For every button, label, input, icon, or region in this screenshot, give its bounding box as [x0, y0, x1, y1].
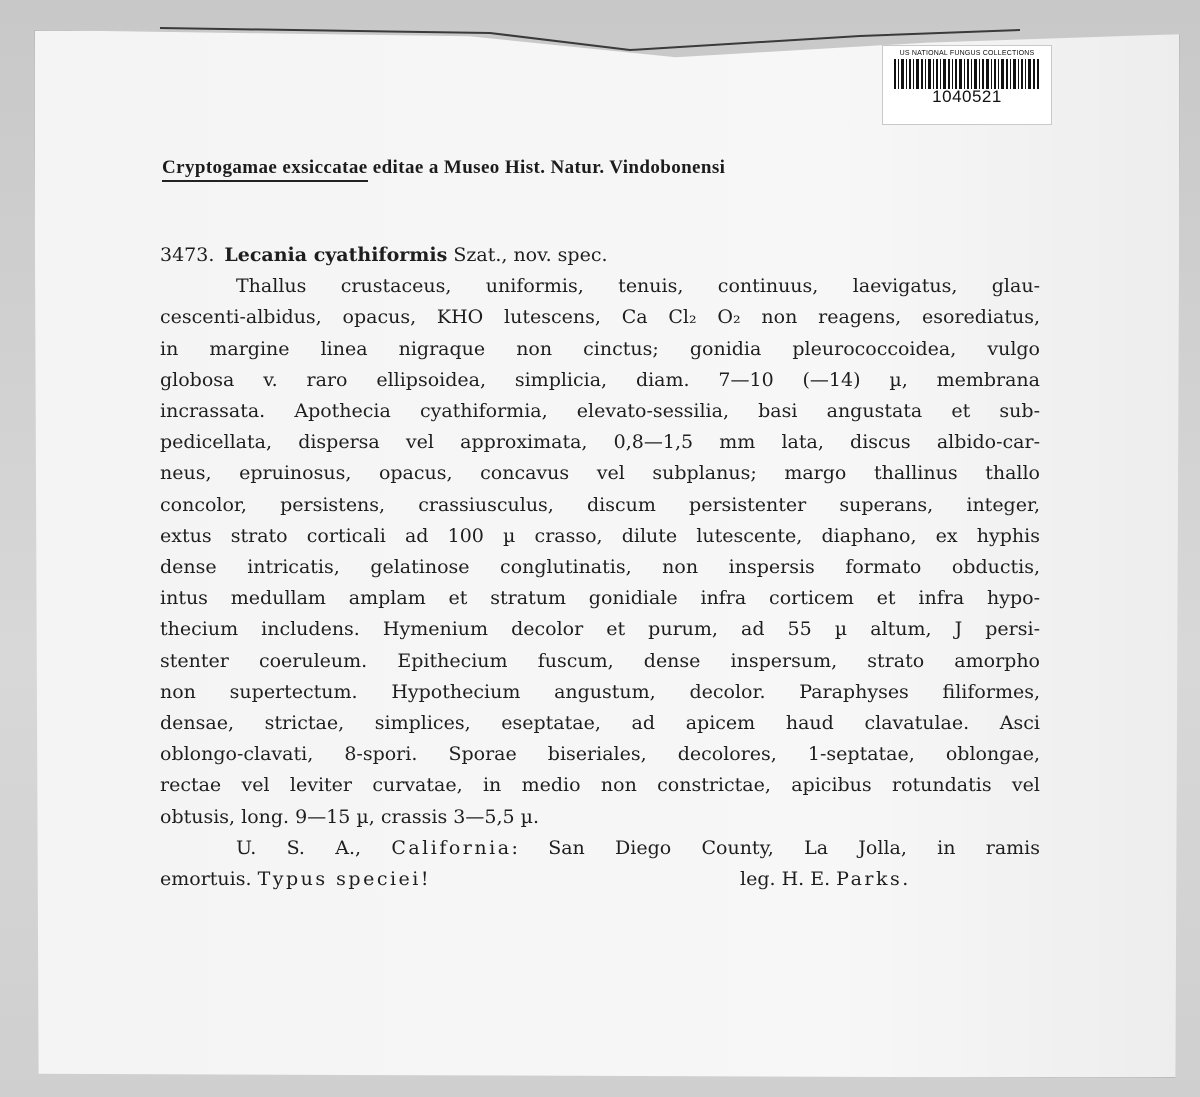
description-line: globosa v. raro ellipsoidea, simplicia, diam. 7—10 (—14) µ, membrana [160, 368, 1040, 391]
barcode-caption: US NATIONAL FUNGUS COLLECTIONS [899, 50, 1035, 57]
description-line: Thallus crustaceus, uniformis, tenuis, continuus, laevigatus, glau- [236, 275, 1040, 298]
description-line: extus strato corticali ad 100 µ crasso, dilute lutescente, diaphano, ex hyphis [160, 524, 1040, 547]
description-line: rectae vel leviter curvatae, in medio non constrictae, apicibus rotundatis vel [160, 774, 1040, 797]
description-line: intus medullam amplam et stratum gonidiale infra corticem et infra hypo- [160, 587, 1040, 610]
taxon-author: Szat., nov. spec. [447, 244, 608, 266]
description-line: dense intricatis, gelatinose conglutinatis, non inspersis formato obductis, [160, 556, 1040, 579]
description-line: obtusis, long. 9—15 µ, crassis 3—5,5 µ. [160, 805, 540, 828]
description-line: oblongo-clavati, 8-spori. Sporae biseriales, decolores, 1-septatae, oblongae, [160, 743, 1040, 766]
barcode-bars [892, 59, 1042, 89]
collector-prefix: leg. H. E. [740, 868, 837, 891]
description [160, 271, 1040, 833]
description-line: non supertectum. Hypothecium angustum, decolor. Paraphyses filiformes, [160, 680, 1040, 703]
description-line: neus, epruinosus, opacus, concavus vel subplanus; margo thallinus thallo [160, 462, 1040, 485]
description-line: stenter coeruleum. Epithecium fuscum, dense inspersum, strato amorpho [160, 649, 1040, 672]
specimen-entry [160, 240, 1040, 895]
typus-note: Typus speciei! [257, 868, 431, 891]
barcode-number: 1040521 [932, 87, 1002, 106]
description-line: thecium includens. Hymenium decolor et purum, ad 55 µ altum, J persi- [160, 618, 1040, 641]
locality-country: U. S. A., [236, 836, 392, 859]
exsiccata-number: 3473. [160, 244, 215, 266]
series-title [162, 157, 725, 179]
collector [740, 864, 911, 895]
locality-detail: : San Diego County, La Jolla, in ramis [511, 836, 1040, 859]
collector-name: Parks. [836, 868, 911, 891]
locality-substrate-end: emortuis. [160, 868, 258, 891]
description-line: incrassata. Apothecia cyathiformia, elevato-sessilia, basi angustata et sub- [160, 400, 1040, 423]
description-line: in margine linea nigraque non cinctus; gonidia pleurococcoidea, vulgo [160, 337, 1040, 360]
description-line: cescenti-albidus, opacus, KHO lutescens, Ca Cl₂ O₂ non reagens, esorediatus, [160, 306, 1040, 329]
series-title-rest: editae a Museo Hist. Natur. Vindobonensi [367, 157, 726, 178]
series-title-underlined: Cryptogamae exsiccatae [162, 157, 368, 182]
locality [160, 833, 1040, 864]
entry-heading [160, 240, 1040, 271]
typus-line [160, 864, 1040, 895]
description-line: densae, strictae, simplices, eseptatae, ad apicem haud clavatulae. Asci [160, 712, 1040, 735]
description-line: concolor, persistens, crassiusculus, discum persistenter superans, integer, [160, 493, 1040, 516]
barcode-label [882, 45, 1052, 125]
description-line: pedicellata, dispersa vel approximata, 0,8—1,5 mm lata, discus albido-car- [160, 431, 1040, 454]
taxon-name: Lecania cyathiformis [224, 244, 448, 266]
locality-state: California [391, 836, 512, 859]
